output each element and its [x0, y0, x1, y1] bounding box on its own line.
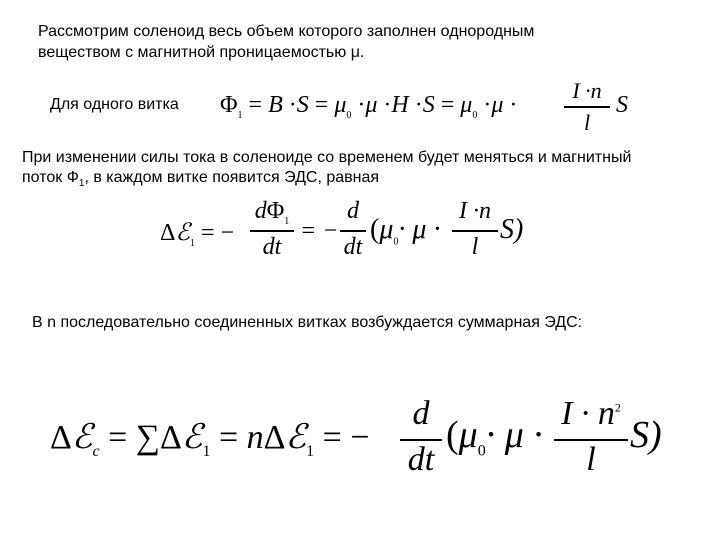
fraction-denominator: l: [586, 441, 596, 478]
fraction-bar: [340, 230, 366, 232]
mu-symbol: μ: [334, 92, 347, 118]
equals-sign: =: [248, 92, 263, 118]
delta-symbol: Δ: [160, 220, 176, 246]
single-turn-label: Для одного витка: [50, 96, 179, 113]
b-symbol: B: [268, 92, 283, 118]
s-symbol: S: [616, 92, 628, 118]
dot-operator: ·: [414, 92, 423, 118]
change-line-1: При изменении силы тока в соленоиде со временем будет меняться и магнитный: [22, 149, 632, 166]
fraction-numerator: I ·n: [459, 198, 491, 224]
fraction-denominator: l: [471, 234, 479, 260]
emf-symbol: ℰ: [71, 419, 93, 456]
intro-line-2: веществом с магнитной проницаемостью μ.: [38, 44, 365, 61]
dot-operator: ·: [509, 92, 518, 118]
change-line-2: поток $Ф_1$, в каждом витке появится ЭДС, равная: [22, 169, 380, 190]
phi-symbol: Φ: [220, 92, 238, 118]
s-close: S): [630, 414, 662, 456]
equals-minus: = −: [200, 220, 235, 246]
s-symbol: S: [296, 92, 309, 118]
equals-sign: =: [440, 92, 455, 118]
emf-subscript: 1: [189, 237, 195, 249]
delta-symbol: Δ: [50, 419, 72, 456]
derivative-denominator: dt: [262, 234, 282, 260]
mu-subscript: 0: [472, 109, 478, 121]
fraction-bar: [250, 230, 294, 232]
mu-subscript: 0: [346, 109, 352, 121]
fraction-numerator: $I \cdot n^2$: [561, 395, 621, 432]
formula-flux-single-turn: [220, 78, 640, 140]
dot-operator: ·: [383, 92, 392, 118]
derivative-operator-denominator: dt: [343, 234, 363, 260]
derivative-operator-numerator: d: [347, 198, 359, 224]
h-symbol: H: [391, 92, 409, 118]
fraction-bar: [452, 230, 498, 232]
mu-symbol: μ: [365, 92, 378, 118]
derivative-operator-denominator: dt: [407, 441, 435, 478]
formula-emf-total: Δℰ$_c$ = ∑Δℰ$_1$ = nΔℰ$_1$ = − d dt ($\mu_0\cdot \mu$ · $I \cdot n^2$ l S): [50, 395, 662, 478]
derivative-numerator: $d\Phi_1$: [254, 198, 290, 227]
dot-operator: ·: [288, 92, 297, 118]
fraction-bar: [564, 106, 610, 108]
fraction-numerator: I ·n: [572, 78, 602, 103]
dot-operator: ·: [357, 92, 366, 118]
series-text: В n последовательно соединенных витках возбуждается суммарная ЭДС:: [32, 314, 583, 331]
dot-operator: ·: [483, 92, 492, 118]
sum-symbol: ∑: [135, 419, 161, 456]
phi-subscript: 1: [237, 109, 243, 121]
s-close: S): [500, 214, 524, 245]
emf-symbol: ℰ: [175, 220, 190, 246]
intro-line-1: Рассмотрим соленоид весь объем которого заполнен однородным: [38, 23, 535, 40]
equals-minus: = −: [300, 218, 339, 244]
s-symbol: S: [422, 92, 435, 118]
emf-subscript: c: [92, 442, 100, 460]
formula-emf-single-turn: Δℰ$_1$ = − $d\Phi_1$ dt = − d dt ($\mu_0\cdot \mu$ · I ·n l S): [160, 198, 524, 260]
mu-symbol: μ: [491, 92, 504, 118]
derivative-operator-numerator: d: [412, 395, 430, 432]
equals-sign: =: [314, 92, 329, 118]
mu-symbol: μ: [460, 92, 473, 118]
fraction-denominator: l: [583, 110, 591, 135]
